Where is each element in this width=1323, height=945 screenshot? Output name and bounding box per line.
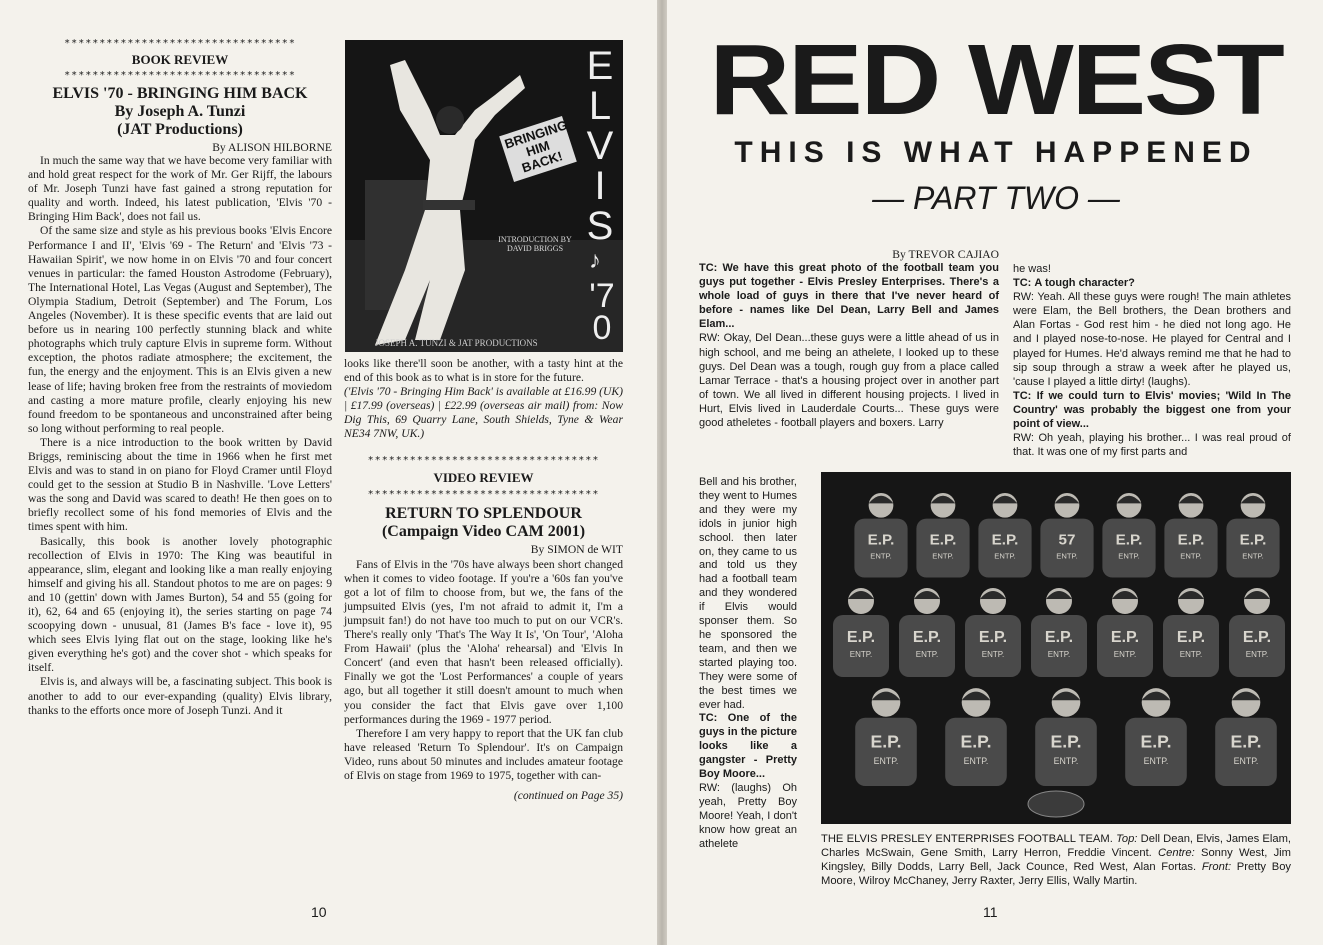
jersey-text: E.P.	[1239, 531, 1267, 549]
music-note-icon: ♪	[589, 248, 601, 274]
jersey-text: E.P.	[846, 629, 876, 646]
team-player	[1215, 688, 1277, 786]
qa-text: A tough character?	[1034, 277, 1135, 290]
qa-text: One of the guys in the picture looks like a gangster - Pretty Boy Moore...	[699, 712, 797, 781]
team-player	[945, 688, 1007, 786]
qa-text: We have this great photo of the football team you guys put together - Elvis Presley Enterprises. There's a whole load of guys in there that I've never heard of before - names like Del Dean, Larry Bell and James Elam...	[699, 262, 999, 331]
qa-item	[699, 331, 999, 430]
team-player	[855, 688, 917, 786]
jersey-text: E.P.	[912, 629, 942, 646]
photo-caption	[821, 832, 1291, 888]
jersey-text: E.P.	[1110, 629, 1140, 646]
jersey-subtext: ENTP.	[994, 551, 1016, 561]
article-byline: By TREVOR CAJIAO	[892, 248, 999, 261]
caption-label: Centre:	[1158, 847, 1195, 859]
stars-divider: *********************************	[64, 38, 296, 49]
jersey-subtext: ENTP.	[1118, 551, 1140, 561]
book-review-continuation: looks like there'll soon be another, with a tasty hint at the end of this book as to what is in store for the future.	[344, 357, 623, 385]
book-review-heading: BOOK REVIEW	[131, 52, 229, 67]
article-subtitle: THIS IS WHAT HAPPENED	[734, 136, 1258, 169]
jersey-text: E.P.	[867, 531, 895, 549]
stars-divider: *********************************	[64, 70, 296, 81]
qa-item	[699, 476, 797, 712]
jersey-subtext: ENTP.	[1233, 756, 1259, 766]
jersey-text: E.P.	[870, 731, 902, 752]
caption-title: THE ELVIS PRESLEY ENTERPRISES FOOTBALL TEAM.	[821, 833, 1113, 845]
caption-centre-row: Sonny West, Jim Kingsley, Billy Dodds, Larry Bell, Jack Counce, Red West, Alan Fortas.	[821, 847, 1291, 873]
team-player	[854, 493, 907, 578]
speaker: TC:	[699, 712, 718, 725]
video-byline: By SIMON de WIT	[530, 542, 623, 556]
interview-column-1	[699, 248, 999, 430]
elvis-performer-illustration	[345, 40, 623, 352]
team-player	[1164, 493, 1217, 578]
paragraph: Basically, this book is another lovely photographic recollection of Elvis in 1970: The King was beautiful in appearance, slim, elegant and looking like a man really enjoying himself and giving his all. Standout photos to me are on pages: 9 and 10 (gettin' down with James Burton), 54 and 55 (going for it), 62, 64 and 65 (enjoying it), the series starting on page 74 scoopying down - unusual, 81 (James B's face - love it), 95 which sees Elvis lying flat out on the stage, looking like he's given everything he's got) and the cover shot - which speaks for itself.	[28, 534, 332, 675]
team-players-illustration	[821, 472, 1291, 824]
jersey-subtext: ENTP.	[981, 650, 1005, 659]
team-player	[1229, 588, 1285, 677]
jersey-subtext: ENTP.	[963, 756, 989, 766]
qa-text: Okay, Del Dean...these guys were a little ahead of us in high school, and me being an athelete, I looked up to these guys. Del Dean was a tough, rough guy from a place called Lamar Terrace - that's a housing project over in another part of town. We all lived in different housing projects. I lived in Hurt, Elvis lived in Lauderdale Courts... These guys were good atheletes - football players and boxers. Larry	[699, 332, 999, 430]
jersey-subtext: ENTP.	[915, 650, 939, 659]
jersey-subtext: ENTP.	[932, 551, 954, 561]
jersey-text: E.P.	[1140, 731, 1172, 752]
qa-text: (laughs) Oh yeah, Pretty Boy Moore! Yeah, I don't know how great an athelete	[699, 781, 797, 850]
team-player	[899, 588, 955, 677]
team-player	[1040, 493, 1093, 578]
stars-divider: *********************************	[367, 454, 600, 466]
book-title: ELVIS '70 - BRINGING HIM BACK	[52, 85, 308, 102]
qa-item	[1013, 431, 1291, 459]
video-review-text	[344, 558, 623, 784]
paragraph: Fans of Elvis in the '70s have always been short changed when it comes to video footage. If you're a '60s fan you've got a lot of film to choose from, but we, the fans of the jumpsuited Elvis (yes, I'm not afraid to admit it, I'm a jumpsuit fan!) do not have too much to put on our VCR's. There's really only 'That's The Way It Is', 'On Tour', 'Aloha From Hawaii' (plus the 'Aloha' rehearsal) and 'Elvis In Concert' (and even that hasn't been released officially). Finally we got the 'Lost Performances' a couple of years ago, but all together it still doesn't amount to much when you consider the fact that Elvis gave over 1,100 performances during the 1969 - 1977 period.	[344, 557, 623, 726]
caption-label: Front:	[1201, 861, 1232, 873]
jersey-text: E.P.	[1230, 731, 1262, 752]
jersey-subtext: ENTP.	[1143, 756, 1169, 766]
caption-label: Top:	[1116, 833, 1138, 845]
qa-item	[1013, 290, 1291, 389]
jersey-subtext: ENTP.	[1113, 650, 1137, 659]
jersey-subtext: ENTP.	[1179, 650, 1203, 659]
jersey-subtext: ENTP.	[1047, 650, 1071, 659]
team-player	[978, 493, 1031, 578]
team-player	[1226, 493, 1279, 578]
interview-text	[699, 261, 999, 430]
jersey-subtext: ENTP.	[1242, 551, 1264, 561]
speaker: RW:	[699, 781, 720, 794]
caption-top-row: Dell Dean, Elvis, James Elam, Charles McSwain, Gene Smith, Larry Herron, Freddie Vincent.	[821, 833, 1292, 859]
jersey-text: E.P.	[1176, 629, 1206, 646]
jersey-text: E.P.	[1044, 629, 1074, 646]
speaker: RW:	[1013, 432, 1034, 445]
paragraph: Elvis is, and always will be, a fascinating subject. This book is another to add to our ever-expanding (quality) Elvis library, thanks to the efforts once more of Joseph Tunzi. And it	[28, 675, 332, 717]
page-10	[0, 0, 657, 945]
jersey-text: E.P.	[1242, 629, 1272, 646]
cover-burst-text: BRINGING HIM BACK!	[499, 116, 577, 182]
team-player	[965, 588, 1021, 677]
qa-text: Yeah. All these guys were rough! The main athletes were Elam, the Bell brothers, the Dean brothers and Alan Fortas - God rest him - he died not long ago. He and I played nose-to-nose. He played for Central and I played for Humes. He'd always remind me that he had to sip soup through a straw a week after he played us, 'cause I played a little dirty! (laughs).	[1013, 291, 1292, 388]
book-cover-image	[345, 40, 623, 352]
article-part: — PART TWO —	[872, 180, 1120, 216]
qa-text: he was!	[1013, 263, 1051, 275]
team-player	[1125, 688, 1187, 786]
video-title: RETURN TO SPLENDOUR	[385, 504, 582, 522]
cover-intro-credit: INTRODUCTION BY DAVID BRIGGS	[498, 235, 572, 253]
jersey-text: E.P.	[1050, 731, 1082, 752]
team-player	[1102, 493, 1155, 578]
qa-item	[699, 261, 999, 331]
football-icon	[1028, 791, 1084, 817]
jersey-subtext: ENTP.	[873, 756, 899, 766]
football-team-photo	[821, 472, 1291, 824]
stars-divider: *********************************	[367, 488, 600, 500]
jersey-text: 57	[1058, 531, 1076, 549]
page-gutter	[657, 0, 667, 945]
paragraph: There is a nice introduction to the book written by David Briggs, reminiscing about the time in 1966 when he first met Elvis and was to stand in on piano for Floyd Cramer until Floyd could get to the session at Studio B in Nashville. 'Love Letters' was the song and David was scared to death! He then goes on to briefly recollect some of his fond memories of Elvis and the times spent with him.	[28, 435, 332, 534]
book-byline: By ALISON HILBORNE	[212, 141, 332, 154]
speaker: TC:	[1013, 277, 1032, 290]
jersey-text: E.P.	[1115, 531, 1143, 549]
jersey-subtext: ENTP.	[1245, 650, 1269, 659]
qa-item	[699, 712, 797, 782]
page-number: 10	[311, 904, 327, 920]
team-player	[1097, 588, 1153, 677]
qa-text: Oh yeah, playing his brother... I was real proud of that. It was one of my first parts and	[1013, 432, 1291, 459]
cover-footer-credit: JOSEPH A. TUNZI & JAT PRODUCTIONS	[375, 338, 538, 348]
cover-vertical-title: ELVIS	[586, 44, 614, 248]
team-player	[1035, 688, 1097, 786]
video-review-heading: VIDEO REVIEW	[433, 469, 534, 485]
cover-year: '70	[589, 277, 615, 347]
qa-item	[699, 782, 797, 852]
continued-note: (continued on Page 35)	[513, 789, 623, 803]
speaker: TC:	[699, 262, 718, 274]
jersey-subtext: ENTP.	[1053, 756, 1079, 766]
page-11	[667, 0, 1323, 945]
paragraph: In much the same way that we have become very familiar with and hold great respect for the work of Mr. Ger Rijff, the labours of Mr. Joseph Tunzi have fast gained a strong reputation for quality and worth. Indeed, his latest publication, 'Elvis '70 - Bringing Him Back', does not fail us.	[28, 154, 332, 224]
book-review-text	[28, 154, 332, 718]
paragraph: Of the same size and style as his previous books 'Elvis Encore Performance I and II', 'Elvis '69 - The Return' and 'Elvis '73 - Hawaiian Spirit', we now home in on Elvis '70 and four concert venues in particular: the famed Houston Astrodome (February), The International Hotel, Las Vegas (August and September), The Olympia Stadium, Detroit (September) and The Forum, Los Angeles (November). It is these specific events that are laid out before us in nearing 100 perfectly stunning black and white photographs which truly capture Elvis in supreme form. Without exception, the photos radiate atmosphere; the excitement, the fun, the energy and the enjoyment. This is an Elvis given a new lease of life; having broken free from the restraints of moviedom and casting a more mature profile, clearly enjoying his new found freedom to be spontaneous and unconstrained after being so long without performing to real people.	[28, 224, 332, 435]
page-number: 11	[983, 904, 998, 920]
speaker: RW:	[699, 332, 720, 345]
jersey-text: E.P.	[991, 531, 1019, 549]
qa-item	[1013, 389, 1291, 431]
jersey-subtext: ENTP.	[870, 551, 892, 561]
team-player	[833, 588, 889, 677]
interview-column-2	[1013, 262, 1291, 459]
jersey-text: E.P.	[978, 629, 1008, 646]
paragraph: Therefore I am very happy to report that the UK fan club have released 'Return To Splendour'. It's on Campaign Video, runs about 50 minutes and includes amateur footage of Elvis on stage from 1969 to 1975, together with can-	[344, 726, 623, 782]
team-player	[1031, 588, 1087, 677]
qa-text: If we could turn to Elvis' movies; 'Wild In The Country' was probably the biggest one from your point of view...	[1013, 389, 1291, 431]
book-publisher: (JAT Productions)	[117, 121, 243, 138]
qa-item	[1013, 262, 1291, 276]
video-subtitle: (Campaign Video CAM 2001)	[381, 522, 586, 540]
jersey-subtext: ENTP.	[1056, 551, 1078, 561]
jersey-subtext: ENTP.	[849, 650, 873, 659]
right-column	[344, 357, 623, 802]
qa-item	[1013, 276, 1291, 290]
book-review-column	[28, 38, 332, 718]
jersey-text: E.P.	[1177, 531, 1205, 549]
team-player	[1163, 588, 1219, 677]
speaker: RW:	[1013, 291, 1034, 304]
article-title: RED WEST	[709, 24, 1283, 136]
speaker: TC:	[1013, 389, 1032, 402]
jersey-text: E.P.	[960, 731, 992, 752]
interview-column-1-narrow	[699, 476, 797, 851]
book-author: By Joseph A. Tunzi	[114, 103, 246, 120]
availability-note: ('Elvis '70 - Bringing Him Back' is available at £16.99 (UK) | £17.99 (overseas) | £22.99 (overseas air mail) from: Now Dig This, 69 Quarry Lane, South Shields, Tyne & Wear NE34 7NW, UK.)	[344, 385, 623, 441]
jersey-subtext: ENTP.	[1180, 551, 1202, 561]
caption-front-row: Pretty Boy Moore, Wilroy McChaney, Jerry Raxter, Jerry Ellis, Wally Martin.	[821, 861, 1292, 887]
qa-text: Bell and his brother, they went to Humes and they were my idols in junior high school. then later on, they came to us and told us they had a football team and they wondered if Elvis would sponser them. So he sponsored the team, and then we started playing too. They were some of the best times we ever had.	[699, 476, 797, 711]
team-player	[916, 493, 969, 578]
jersey-text: E.P.	[929, 531, 957, 549]
